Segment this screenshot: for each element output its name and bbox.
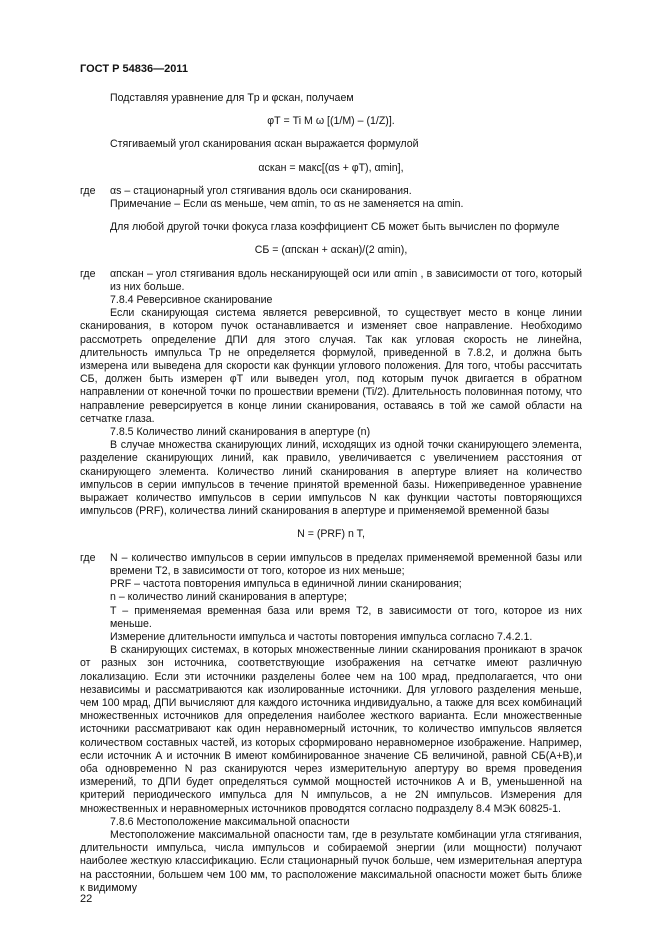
definition-prf: PRF – частота повторения импульса в единичной линии сканирования; — [110, 578, 462, 591]
formula-alpha-scan: αскан = макс[(αs + φТ), αmin], — [258, 161, 404, 174]
where-text: αs – стационарный угол стягивания вдоль оси сканирования. — [110, 184, 412, 197]
paragraph-7-8-6: Местоположение максимальной опасности там, где в результате комбинации угла стягивания, длительности импульса, числа импульсов и собираемой энергии (или мощности) получают наиболее жесткую классификацию. Если стационарный пучок больше, чем измерительная апертура на расстоянии, большем чем 100 мм, то расположение максимальной опасности может быть ближе к видимому — [80, 828, 582, 894]
section-heading-7-8-4: 7.8.4 Реверсивное сканирование — [110, 294, 273, 307]
where-label: где — [80, 267, 96, 280]
note: Примечание – Если αs меньше, чем αmin, то αs не заменяется на αmin. — [110, 198, 464, 211]
paragraph-multiple-sources: В сканирующих системах, в которых множественные линии сканирования проникают в зрачок от разных зон источника, соответствующие изображения на сетчатке имеют различную локализацию. Если эти источники разделены более чем на 100 мрад, предполагается, что они независимы и рассматриваются как изолированные источники. Для углового разделения меньше, чем 100 мрад, ДПИ вычисляют для каждого источника индивидуально, а также для всех комбинаций множественных источников для определения наиболее жесткого варианта. Если множественные источники рассматривают как один неравномерный источник, то количество импульсов является количеством составных частей, из которых сформировано неравномерное изображение. Например, если источник А и источник В имеют комбинированное значение CБ величиной, равной CБ(А+В),и оба одновременно N раз сканируются через измерительную апертуру во время проведения измерений, то ДПИ будет определяться суммой мощностей источников А и В, уменьшенной на критерий периодического импульса для N импульсов, а не 2N импульсов. Измерения для множественных и неравномерных источников проводятся согласно подразделу 8.4 МЭК 60825-1. — [80, 644, 582, 815]
intro-sentence-2: Стягиваемый угол сканирования αскан выражается формулой — [110, 138, 419, 151]
intro-sentence: Подставляя уравнение для Tр и φскан, получаем — [110, 92, 354, 104]
paragraph-7-8-5: В случае множества сканирующих линий, исходящих из одной точки сканирующего элемента, разделение сканирующих линий, как правило, увеличивается с увеличением расстояния от сканирующего элемента. Количество линий сканирования в апертуре влияет на количество импульсов в серии импульсов в течение принятой временной базы. Нижеприведенное уравнение выражает количество импульсов в серии импульсов N как функции частоты повторяющихся импульсов (PRF), количества линий сканирования в апертуре и применяемой временной базы — [80, 439, 582, 518]
where-block-2 — [80, 268, 582, 294]
where-text: αпскан – угол стягивания вдоль несканирующей оси или αmin , в зависимости от того, который из них больше. — [110, 267, 582, 293]
where-label: где — [80, 184, 96, 197]
where-label: где — [80, 551, 96, 564]
where-text: N – количество импульсов в серии импульсов в пределах применяемой временной базы или времени T2, в зависимости от того, которое из них меньше; — [110, 551, 582, 577]
section-heading-7-8-6: 7.8.6 Местоположение максимальной опасности — [110, 815, 350, 828]
intro-sentence-3: Для любой другой точки фокуса глаза коэффициент CБ может быть вычислен по формуле — [110, 221, 560, 234]
page-content — [80, 92, 582, 895]
section-heading-7-8-5: 7.8.5 Количество линий сканирования в апертуре (n) — [110, 426, 371, 439]
formula-n: N = (PRF) n T, — [297, 528, 365, 541]
definition-t: T – применяемая временная база или время T2, в зависимости от того, которое из них меньше. — [110, 604, 582, 630]
standard-header: ГОСТ Р 54836—2011 — [80, 63, 188, 75]
page-number: 22 — [80, 893, 93, 905]
measurement-reference: Измерение длительности импульса и частоты повторения импульса согласно 7.4.2.1. — [110, 630, 533, 643]
formula-cb: CБ = (αпскан + αскан)/(2 αmin), — [254, 244, 408, 257]
definition-n: n – количество линий сканирования в апертуре; — [110, 591, 347, 604]
where-block-3 — [80, 552, 582, 578]
where-block-1 — [80, 185, 582, 198]
formula-phi-t: φТ = Ti M ω [(1/M) – (1/Z)]. — [267, 115, 395, 128]
paragraph-7-8-4: Если сканирующая система является реверсивной, то существует место в конце линии сканирования, в котором пучок останавливается и изменяет свое направление. Необходимо рассмотреть определение ДПИ для этого случая. Так как угловая скорость не линейна, длительность импульса Tр не определяется формулой, приведенной в 7.8.2, и должна быть измерена или выведена для скорости как функции углового положения. Для того, чтобы рассчитать CБ, должен быть измерен φТ или выведен угол, под которым пучок двигается в обратном направлении от конечной точки по прошествии времени (Ti/2). Длительность половинная потому, что направление реверсируется в конце линии сканирования, оставаясь в той же самой области на сетчатке глаза. — [80, 307, 582, 425]
